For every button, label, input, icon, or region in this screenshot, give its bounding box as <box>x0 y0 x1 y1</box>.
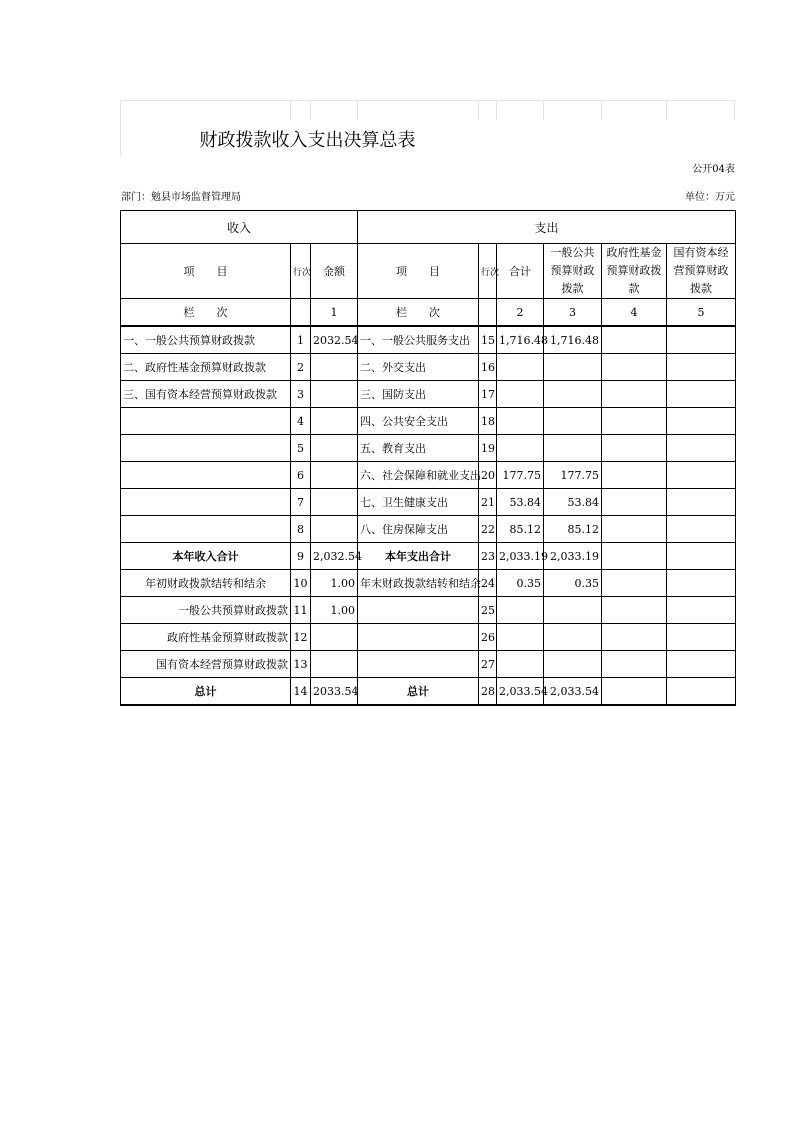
table-row: 一、一般公共预算财政拨款 1 2032.54 一、一般公共服务支出 15 1,716.48 1,716.48 <box>121 326 736 354</box>
table-row: 8 八、住房保障支出 22 85.12 85.12 <box>121 516 736 543</box>
state-capital-header: 国有资本经营预算财政拨款 <box>667 244 736 299</box>
carryover-row: 一般公共预算财政拨款 11 1.00 25 <box>121 597 736 624</box>
table-row: 二、政府性基金预算财政拨款 2 二、外交支出 16 <box>121 354 736 381</box>
col-3: 3 <box>544 299 602 327</box>
col-1: 1 <box>311 299 358 327</box>
income-item-header: 项 目 <box>121 244 291 299</box>
expense-item-header: 项 目 <box>358 244 479 299</box>
budget-table <box>120 210 736 706</box>
page-title: 财政拨款收入支出决算总表 <box>199 130 416 151</box>
general-budget-header: 一般公共预算财政拨款 <box>544 244 602 299</box>
table-row: 5 五、教育支出 19 <box>121 435 736 462</box>
income-amount-header: 金额 <box>311 244 358 299</box>
col-4: 4 <box>602 299 667 327</box>
carryover-row: 政府性基金预算财政拨款 12 26 <box>121 624 736 651</box>
expense-col-label: 栏 次 <box>358 299 479 327</box>
table-row: 6 六、社会保障和就业支出 20 177.75 177.75 <box>121 462 736 489</box>
carryover-row: 国有资本经营预算财政拨款 13 27 <box>121 651 736 678</box>
top-grid-lines <box>120 100 735 120</box>
col-5: 5 <box>667 299 736 327</box>
expense-header: 支出 <box>358 211 736 244</box>
header-row-sections <box>121 211 736 244</box>
unit-label: 单位：万元 <box>685 192 735 203</box>
expense-rowno-header: 行次 <box>479 244 497 299</box>
header-row-columns <box>121 244 736 299</box>
income-col-label: 栏 次 <box>121 299 291 327</box>
expense-total-header: 合计 <box>497 244 544 299</box>
department-label: 部门：勉县市场监督管理局 <box>121 192 241 203</box>
table-row: 7 七、卫生健康支出 21 53.84 53.84 <box>121 489 736 516</box>
col-2: 2 <box>497 299 544 327</box>
income-rowno-header: 行次 <box>291 244 311 299</box>
gov-fund-header: 政府性基金预算财政拨款 <box>602 244 667 299</box>
grand-total-row: 总计 14 2033.54 总计 28 2,033.54 2,033.54 <box>121 678 736 706</box>
form-number: 公开04表 <box>692 164 735 175</box>
income-header: 收入 <box>121 211 358 244</box>
table-row: 三、国有资本经营预算财政拨款 3 三、国防支出 17 <box>121 381 736 408</box>
carryover-row: 年初财政拨款结转和结余 10 1.00 年末财政拨款结转和结余 24 0.35 0.35 <box>121 570 736 597</box>
subtotal-row: 本年收入合计 9 2,032.54 本年支出合计 23 2,033.19 2,033.19 <box>121 543 736 570</box>
table-row: 4 四、公共安全支出 18 <box>121 408 736 435</box>
column-number-row <box>121 299 736 327</box>
